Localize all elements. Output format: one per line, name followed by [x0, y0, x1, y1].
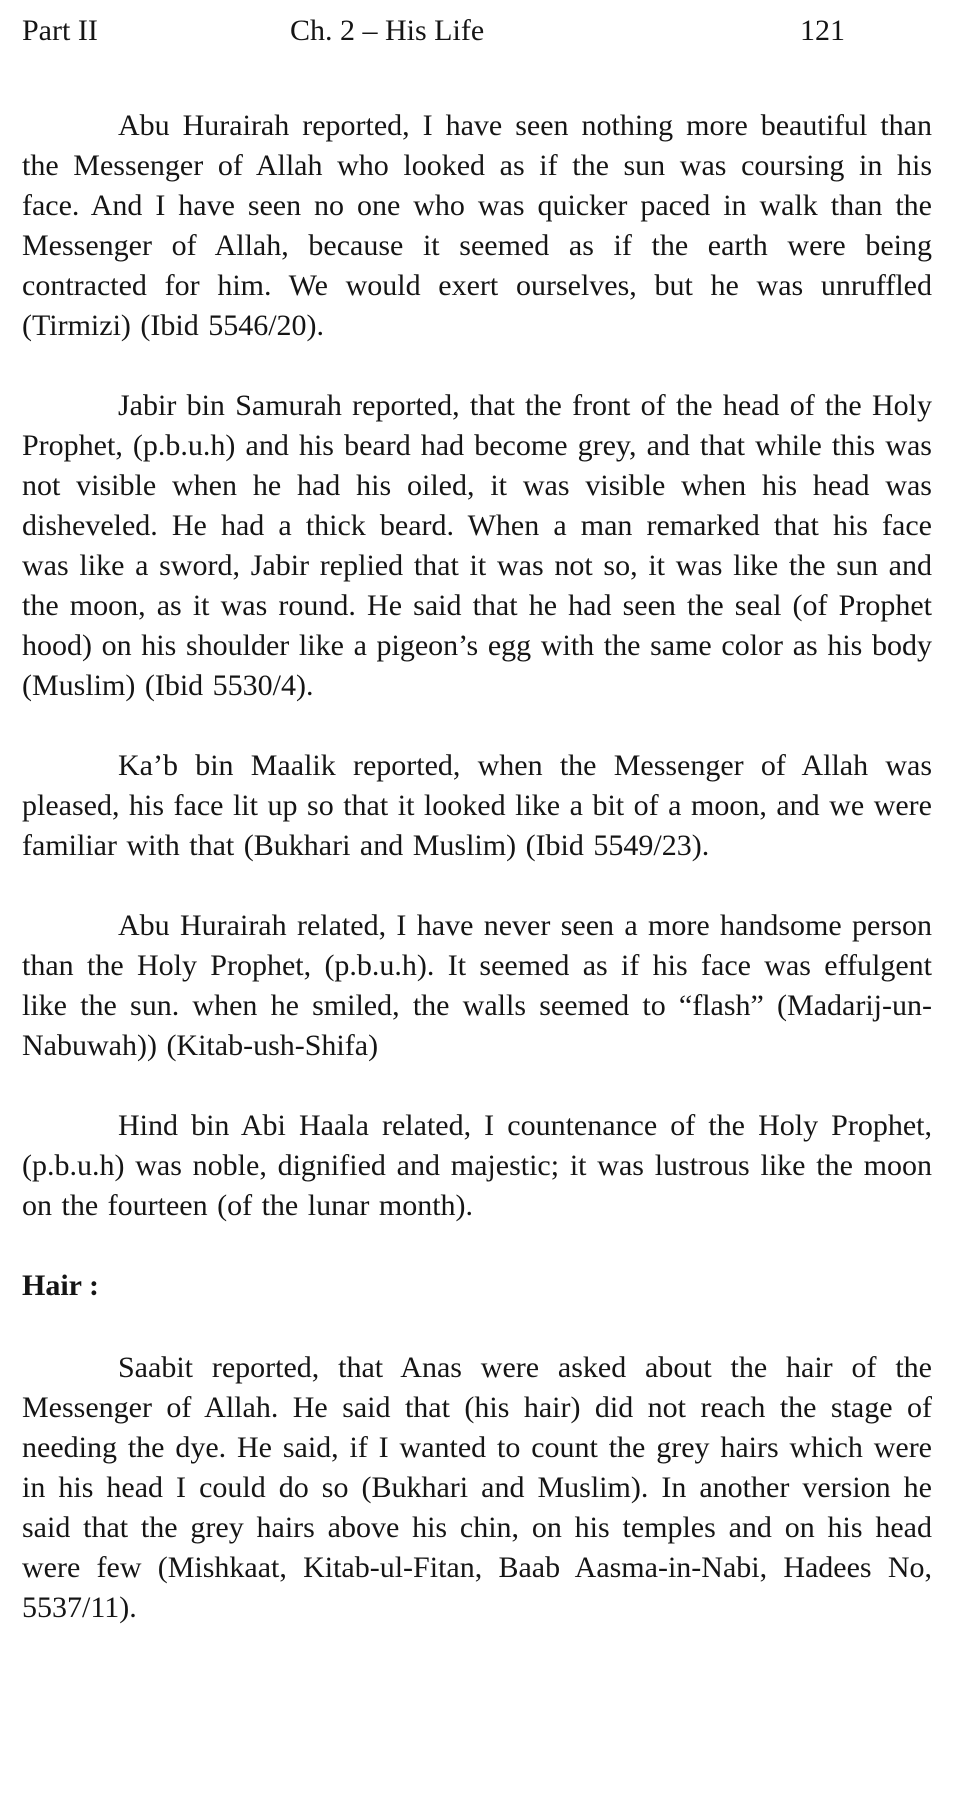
paragraph-kab-bin-maalik: Ka’b bin Maalik reported, when the Messenger of Allah was pleased, his face lit up so that it looked like a bit of a moon, and we were familiar with that (Bukhari and Muslim) (Ibid 5549/23).: [22, 749, 932, 862]
section-heading-hair: Hair :: [22, 1269, 99, 1302]
header-page-number: 121: [800, 14, 845, 47]
paragraph-hind-bin-abi-haala: Hind bin Abi Haala related, I countenance of the Holy Prophet, (p.b.u.h) was noble, dignified and majestic; it was lustrous like the moon on the fourteen (of the lunar month).: [22, 1109, 932, 1222]
header-part-label: Part II: [22, 14, 98, 47]
paragraph-saabit-hair: Saabit reported, that Anas were asked about the hair of the Messenger of Allah. He said that (his hair) did not reach the stage of needing the dye. He said, if I wanted to count the grey hairs which were in his head I could do so (Bukhari and Muslim). In another version he said that the grey hairs above his chin, on his temples and on his head were few (Mishkaat, Kitab-ul-Fitan, Baab Aasma-in-Nabi, Hadees No, 5537/11).: [22, 1351, 932, 1624]
header-chapter-title: Ch. 2 – His Life: [290, 14, 485, 47]
page-header: [22, 14, 932, 56]
paragraph-abu-hurairah-handsome: Abu Hurairah related, I have never seen a more handsome person than the Holy Prophet, (p.b.u.h). It seemed as if his face was effulgent like the sun. when he smiled, the walls seemed to “flash” (Madarij-un-Nabuwah)) (Kitab-ush-Shifa): [22, 909, 932, 1062]
paragraph-jabir-bin-samurah: Jabir bin Samurah reported, that the front of the head of the Holy Prophet, (p.b.u.h) and his beard had become grey, and that while this was not visible when he had his oiled, it was visible when his head was disheveled. He had a thick beard. When a man remarked that his face was like a sword, Jabir replied that it was not so, it was like the sun and the moon, as it was round. He said that he had seen the seal (of Prophet hood) on his shoulder like a pigeon’s egg with the same color as his body (Muslim) (Ibid 5530/4).: [22, 389, 932, 702]
page-body: [22, 106, 932, 1628]
paragraph-abu-hurairah-beauty: Abu Hurairah reported, I have seen nothing more beautiful than the Messenger of Allah who looked as if the sun was coursing in his face. And I have seen no one who was quicker paced in walk than the Messenger of Allah, because it seemed as if the earth were being contracted for him. We would exert ourselves, but he was unruffled (Tirmizi) (Ibid 5546/20).: [22, 109, 932, 342]
